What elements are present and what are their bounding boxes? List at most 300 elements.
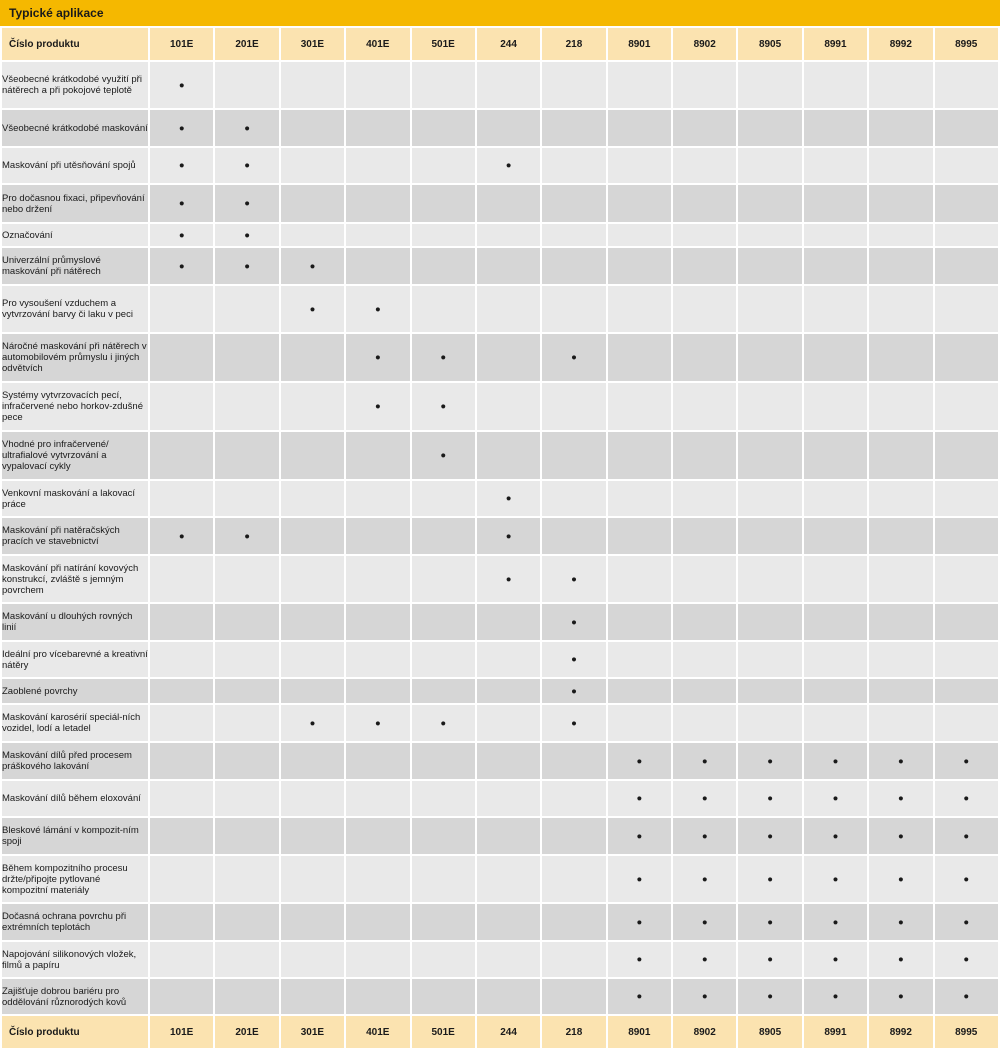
empty-cell-301E (281, 979, 344, 1014)
table-row (2, 110, 998, 146)
mark-dot-8991: ● (804, 979, 867, 1014)
empty-cell-8902 (673, 185, 736, 222)
mark-dot-301E: ● (281, 705, 344, 741)
footer-product-8902: 8902 (673, 1016, 736, 1048)
mark-dot-244: ● (477, 556, 540, 602)
footer-product-8905: 8905 (738, 1016, 801, 1048)
header-product-201E: 201E (215, 28, 278, 60)
empty-cell-218 (542, 432, 605, 479)
header-product-8901: 8901 (608, 28, 671, 60)
mark-dot-8901: ● (608, 743, 671, 779)
mark-dot-8905: ● (738, 818, 801, 854)
empty-cell-301E (281, 818, 344, 854)
empty-cell-8901 (608, 481, 671, 516)
table-row (2, 62, 998, 108)
empty-cell-8902 (673, 224, 736, 246)
empty-cell-8905 (738, 604, 801, 640)
table-row (2, 904, 998, 940)
mark-dot-8995: ● (935, 904, 999, 940)
mark-dot-8905: ● (738, 781, 801, 816)
empty-cell-201E (215, 383, 278, 430)
empty-cell-8905 (738, 248, 801, 284)
empty-cell-218 (542, 979, 605, 1014)
application-label: Systémy vytvrzovacích pecí, infračervené nebo horkov-zdušné pece (2, 383, 148, 430)
empty-cell-401E (346, 62, 409, 108)
footer-product-8995: 8995 (935, 1016, 999, 1048)
empty-cell-201E (215, 481, 278, 516)
header-product-8991: 8991 (804, 28, 867, 60)
empty-cell-301E (281, 743, 344, 779)
empty-cell-218 (542, 62, 605, 108)
application-label: Náročné maskování při nátěrech v automobilovém průmyslu i jiných odvětvích (2, 334, 148, 381)
empty-cell-201E (215, 62, 278, 108)
mark-dot-8902: ● (673, 743, 736, 779)
mark-dot-501E: ● (412, 705, 475, 741)
empty-cell-101E (150, 642, 213, 677)
empty-cell-401E (346, 781, 409, 816)
footer-product-201E: 201E (215, 1016, 278, 1048)
mark-dot-8991: ● (804, 818, 867, 854)
empty-cell-244 (477, 62, 540, 108)
empty-cell-101E (150, 481, 213, 516)
mark-dot-101E: ● (150, 148, 213, 183)
mark-dot-8905: ● (738, 979, 801, 1014)
empty-cell-244 (477, 286, 540, 332)
empty-cell-8992 (869, 286, 932, 332)
mark-dot-8902: ● (673, 942, 736, 977)
empty-cell-8901 (608, 110, 671, 146)
application-label: Během kompozitního procesu držte/připojte pytlované kompozitní materiály (2, 856, 148, 902)
empty-cell-101E (150, 604, 213, 640)
empty-cell-244 (477, 781, 540, 816)
empty-cell-401E (346, 979, 409, 1014)
empty-cell-8995 (935, 642, 999, 677)
mark-dot-301E: ● (281, 286, 344, 332)
empty-cell-301E (281, 334, 344, 381)
empty-cell-8991 (804, 148, 867, 183)
empty-cell-8992 (869, 556, 932, 602)
mark-dot-8902: ● (673, 856, 736, 902)
mark-dot-8991: ● (804, 743, 867, 779)
empty-cell-101E (150, 432, 213, 479)
application-label: Vhodné pro infračervené/ ultrafialové vytvrzování a vypalovací cykly (2, 432, 148, 479)
empty-cell-8995 (935, 556, 999, 602)
empty-cell-8991 (804, 224, 867, 246)
empty-cell-8905 (738, 148, 801, 183)
mark-dot-8991: ● (804, 781, 867, 816)
empty-cell-401E (346, 604, 409, 640)
empty-cell-301E (281, 518, 344, 554)
empty-cell-301E (281, 224, 344, 246)
empty-cell-218 (542, 224, 605, 246)
empty-cell-8905 (738, 642, 801, 677)
empty-cell-8992 (869, 248, 932, 284)
table-row (2, 185, 998, 222)
empty-cell-401E (346, 743, 409, 779)
empty-cell-401E (346, 518, 409, 554)
empty-cell-8902 (673, 286, 736, 332)
mark-dot-8992: ● (869, 743, 932, 779)
empty-cell-244 (477, 942, 540, 977)
footer-label: Číslo produktu (2, 1016, 148, 1048)
empty-cell-8902 (673, 383, 736, 430)
application-label: Napojování silikonových vložek, filmů a papíru (2, 942, 148, 977)
empty-cell-244 (477, 904, 540, 940)
table-row (2, 481, 998, 516)
page-title: Typické aplikace (0, 0, 1000, 26)
empty-cell-401E (346, 432, 409, 479)
empty-cell-8995 (935, 224, 999, 246)
empty-cell-8991 (804, 518, 867, 554)
empty-cell-401E (346, 642, 409, 677)
mark-dot-244: ● (477, 518, 540, 554)
empty-cell-101E (150, 556, 213, 602)
empty-cell-218 (542, 818, 605, 854)
table-row (2, 334, 998, 381)
empty-cell-201E (215, 781, 278, 816)
empty-cell-501E (412, 248, 475, 284)
empty-cell-244 (477, 432, 540, 479)
mark-dot-8991: ● (804, 942, 867, 977)
empty-cell-201E (215, 942, 278, 977)
empty-cell-401E (346, 556, 409, 602)
mark-dot-8901: ● (608, 979, 671, 1014)
table-row (2, 743, 998, 779)
mark-dot-8995: ● (935, 743, 999, 779)
empty-cell-244 (477, 224, 540, 246)
header-product-301E: 301E (281, 28, 344, 60)
table-row (2, 679, 998, 703)
empty-cell-301E (281, 781, 344, 816)
empty-cell-8992 (869, 518, 932, 554)
empty-cell-218 (542, 383, 605, 430)
empty-cell-8902 (673, 148, 736, 183)
application-label: Pro dočasnou fixaci, připevňování nebo držení (2, 185, 148, 222)
empty-cell-244 (477, 642, 540, 677)
mark-dot-101E: ● (150, 185, 213, 222)
empty-cell-8991 (804, 334, 867, 381)
header-product-8995: 8995 (935, 28, 999, 60)
empty-cell-8995 (935, 110, 999, 146)
footer-product-244: 244 (477, 1016, 540, 1048)
empty-cell-8902 (673, 248, 736, 284)
mark-dot-8992: ● (869, 904, 932, 940)
empty-cell-8995 (935, 248, 999, 284)
empty-cell-8905 (738, 334, 801, 381)
mark-dot-101E: ● (150, 248, 213, 284)
empty-cell-8901 (608, 604, 671, 640)
mark-dot-8992: ● (869, 856, 932, 902)
empty-cell-218 (542, 518, 605, 554)
empty-cell-501E (412, 286, 475, 332)
footer-product-301E: 301E (281, 1016, 344, 1048)
table-row (2, 642, 998, 677)
mark-dot-501E: ● (412, 432, 475, 479)
empty-cell-8901 (608, 224, 671, 246)
empty-cell-8902 (673, 110, 736, 146)
table-row (2, 148, 998, 183)
mark-dot-8901: ● (608, 904, 671, 940)
empty-cell-8991 (804, 556, 867, 602)
application-label: Zaoblené povrchy (2, 679, 148, 703)
empty-cell-8902 (673, 518, 736, 554)
mark-dot-501E: ● (412, 334, 475, 381)
empty-cell-8905 (738, 185, 801, 222)
mark-dot-218: ● (542, 679, 605, 703)
empty-cell-301E (281, 110, 344, 146)
empty-cell-501E (412, 904, 475, 940)
mark-dot-8992: ● (869, 781, 932, 816)
empty-cell-218 (542, 248, 605, 284)
empty-cell-201E (215, 904, 278, 940)
empty-cell-501E (412, 856, 475, 902)
empty-cell-201E (215, 818, 278, 854)
empty-cell-501E (412, 642, 475, 677)
footer-product-401E: 401E (346, 1016, 409, 1048)
empty-cell-8905 (738, 110, 801, 146)
empty-cell-8992 (869, 432, 932, 479)
header-product-8905: 8905 (738, 28, 801, 60)
empty-cell-201E (215, 743, 278, 779)
empty-cell-8901 (608, 679, 671, 703)
table-row (2, 705, 998, 741)
table-row (2, 604, 998, 640)
empty-cell-218 (542, 904, 605, 940)
empty-cell-8991 (804, 705, 867, 741)
empty-cell-401E (346, 679, 409, 703)
mark-dot-201E: ● (215, 518, 278, 554)
applications-table (0, 26, 1000, 1050)
application-label: Maskování dílů před procesem práškového lakování (2, 743, 148, 779)
empty-cell-218 (542, 781, 605, 816)
empty-cell-8902 (673, 556, 736, 602)
empty-cell-101E (150, 942, 213, 977)
empty-cell-8905 (738, 556, 801, 602)
mark-dot-8992: ● (869, 818, 932, 854)
empty-cell-8905 (738, 481, 801, 516)
mark-dot-218: ● (542, 642, 605, 677)
empty-cell-8991 (804, 286, 867, 332)
empty-cell-8995 (935, 334, 999, 381)
empty-cell-8992 (869, 224, 932, 246)
empty-cell-244 (477, 185, 540, 222)
table-row (2, 856, 998, 902)
header-product-8902: 8902 (673, 28, 736, 60)
mark-dot-501E: ● (412, 383, 475, 430)
empty-cell-501E (412, 185, 475, 222)
empty-cell-401E (346, 818, 409, 854)
empty-cell-8901 (608, 383, 671, 430)
empty-cell-201E (215, 334, 278, 381)
mark-dot-401E: ● (346, 383, 409, 430)
application-label: Univerzální průmyslové maskování při nátěrech (2, 248, 148, 284)
empty-cell-501E (412, 679, 475, 703)
empty-cell-8905 (738, 679, 801, 703)
empty-cell-201E (215, 679, 278, 703)
empty-cell-8992 (869, 110, 932, 146)
empty-cell-8995 (935, 432, 999, 479)
application-label: Maskování karosérií speciál-ních vozidel, lodí a letadel (2, 705, 148, 741)
mark-dot-218: ● (542, 604, 605, 640)
empty-cell-501E (412, 604, 475, 640)
mark-dot-244: ● (477, 148, 540, 183)
empty-cell-501E (412, 110, 475, 146)
empty-cell-8992 (869, 705, 932, 741)
empty-cell-8991 (804, 679, 867, 703)
empty-cell-8902 (673, 432, 736, 479)
header-row-top (2, 28, 998, 60)
mark-dot-301E: ● (281, 248, 344, 284)
mark-dot-8995: ● (935, 979, 999, 1014)
application-label: Všeobecné krátkodobé využití při nátěrech a při pokojové teplotě (2, 62, 148, 108)
empty-cell-218 (542, 148, 605, 183)
header-product-401E: 401E (346, 28, 409, 60)
mark-dot-8992: ● (869, 942, 932, 977)
mark-dot-8901: ● (608, 818, 671, 854)
empty-cell-101E (150, 856, 213, 902)
empty-cell-8902 (673, 481, 736, 516)
header-product-101E: 101E (150, 28, 213, 60)
empty-cell-301E (281, 904, 344, 940)
mark-dot-401E: ● (346, 334, 409, 381)
empty-cell-401E (346, 942, 409, 977)
application-label: Ideální pro vícebarevné a kreativní nátěry (2, 642, 148, 677)
empty-cell-201E (215, 604, 278, 640)
empty-cell-301E (281, 481, 344, 516)
empty-cell-244 (477, 705, 540, 741)
empty-cell-301E (281, 383, 344, 430)
mark-dot-8905: ● (738, 942, 801, 977)
mark-dot-8901: ● (608, 942, 671, 977)
empty-cell-201E (215, 979, 278, 1014)
mark-dot-8992: ● (869, 979, 932, 1014)
empty-cell-201E (215, 286, 278, 332)
empty-cell-101E (150, 979, 213, 1014)
empty-cell-8901 (608, 148, 671, 183)
empty-cell-401E (346, 110, 409, 146)
empty-cell-218 (542, 942, 605, 977)
mark-dot-244: ● (477, 481, 540, 516)
empty-cell-301E (281, 556, 344, 602)
mark-dot-8901: ● (608, 781, 671, 816)
empty-cell-218 (542, 743, 605, 779)
empty-cell-244 (477, 979, 540, 1014)
mark-dot-201E: ● (215, 185, 278, 222)
empty-cell-8992 (869, 185, 932, 222)
empty-cell-101E (150, 705, 213, 741)
empty-cell-8991 (804, 110, 867, 146)
header-row-bottom (2, 1016, 998, 1048)
footer-product-8992: 8992 (869, 1016, 932, 1048)
empty-cell-101E (150, 679, 213, 703)
table-row (2, 224, 998, 246)
application-label: Maskování při natírání kovových konstrukcí, zvláště s jemným povrchem (2, 556, 148, 602)
mark-dot-201E: ● (215, 248, 278, 284)
empty-cell-8991 (804, 248, 867, 284)
empty-cell-244 (477, 248, 540, 284)
empty-cell-201E (215, 856, 278, 902)
table-row (2, 818, 998, 854)
empty-cell-8901 (608, 334, 671, 381)
application-label: Zajišťuje dobrou bariéru pro oddělování různorodých kovů (2, 979, 148, 1014)
empty-cell-401E (346, 185, 409, 222)
mark-dot-218: ● (542, 556, 605, 602)
empty-cell-8905 (738, 286, 801, 332)
empty-cell-8902 (673, 334, 736, 381)
empty-cell-218 (542, 481, 605, 516)
application-label: Dočasná ochrana povrchu při extrémních teplotách (2, 904, 148, 940)
mark-dot-201E: ● (215, 110, 278, 146)
header-product-8992: 8992 (869, 28, 932, 60)
empty-cell-8905 (738, 518, 801, 554)
mark-dot-8995: ● (935, 856, 999, 902)
mark-dot-8902: ● (673, 818, 736, 854)
application-label: Pro vysoušení vzduchem a vytvrzování barvy či laku v peci (2, 286, 148, 332)
header-product-244: 244 (477, 28, 540, 60)
empty-cell-501E (412, 518, 475, 554)
empty-cell-501E (412, 743, 475, 779)
table-row (2, 286, 998, 332)
mark-dot-401E: ● (346, 286, 409, 332)
application-label: Maskování u dlouhých rovných linií (2, 604, 148, 640)
mark-dot-101E: ● (150, 224, 213, 246)
empty-cell-244 (477, 604, 540, 640)
empty-cell-244 (477, 679, 540, 703)
footer-product-101E: 101E (150, 1016, 213, 1048)
empty-cell-101E (150, 743, 213, 779)
empty-cell-401E (346, 481, 409, 516)
empty-cell-8901 (608, 705, 671, 741)
empty-cell-8902 (673, 705, 736, 741)
empty-cell-8902 (673, 642, 736, 677)
empty-cell-8901 (608, 642, 671, 677)
empty-cell-301E (281, 642, 344, 677)
empty-cell-301E (281, 679, 344, 703)
empty-cell-8995 (935, 518, 999, 554)
table-row (2, 556, 998, 602)
mark-dot-8995: ● (935, 942, 999, 977)
mark-dot-8902: ● (673, 979, 736, 1014)
empty-cell-301E (281, 185, 344, 222)
header-label: Číslo produktu (2, 28, 148, 60)
empty-cell-244 (477, 383, 540, 430)
empty-cell-8901 (608, 62, 671, 108)
mark-dot-101E: ● (150, 110, 213, 146)
empty-cell-301E (281, 856, 344, 902)
empty-cell-501E (412, 781, 475, 816)
empty-cell-201E (215, 556, 278, 602)
empty-cell-101E (150, 286, 213, 332)
empty-cell-244 (477, 818, 540, 854)
mark-dot-201E: ● (215, 224, 278, 246)
empty-cell-8992 (869, 679, 932, 703)
footer-product-501E: 501E (412, 1016, 475, 1048)
application-label: Maskování při utěsňování spojů (2, 148, 148, 183)
mark-dot-8905: ● (738, 743, 801, 779)
table-row (2, 942, 998, 977)
header-product-501E: 501E (412, 28, 475, 60)
empty-cell-501E (412, 818, 475, 854)
application-label: Všeobecné krátkodobé maskování (2, 110, 148, 146)
mark-dot-8902: ● (673, 904, 736, 940)
table-row (2, 979, 998, 1014)
mark-dot-8901: ● (608, 856, 671, 902)
empty-cell-8901 (608, 286, 671, 332)
empty-cell-8902 (673, 679, 736, 703)
empty-cell-101E (150, 334, 213, 381)
empty-cell-501E (412, 942, 475, 977)
mark-dot-8995: ● (935, 818, 999, 854)
